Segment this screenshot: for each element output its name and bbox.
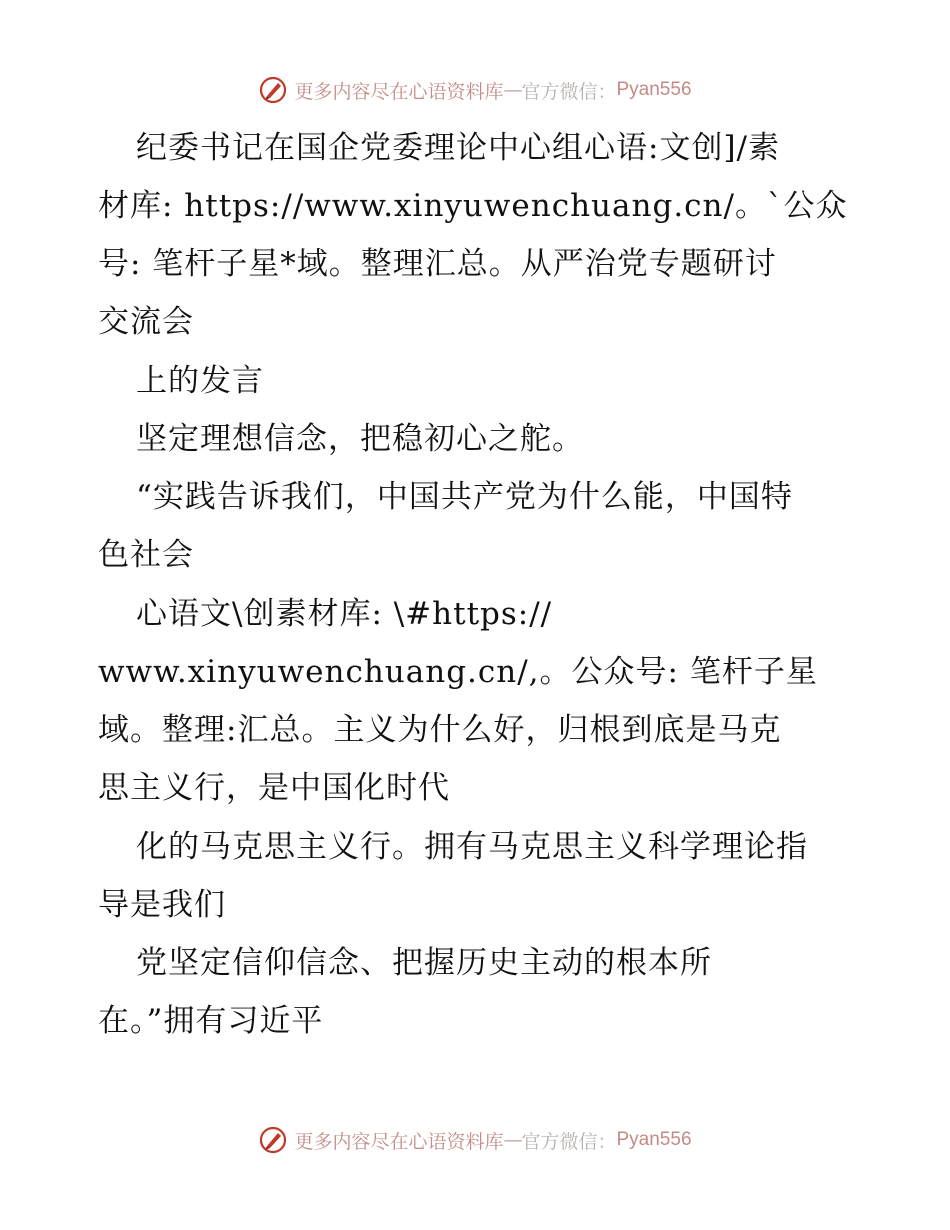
body-line: 导是我们 [98, 887, 226, 923]
header-wechat-label: 官方微信： [521, 80, 617, 103]
body-line: 化的马克思主义行。拥有马克思主义科学理论指 [136, 829, 808, 865]
body-line: 党坚定信仰信念、把握历史主动的根本所 [136, 945, 712, 981]
body-line: 上的发言 [136, 363, 264, 399]
pen-logo-icon [258, 1125, 288, 1155]
body-line: “实践告诉我们，中国共产党为什么能，中国特 [136, 479, 793, 515]
footer-separator: — [503, 1129, 522, 1151]
body-line: 坚定理想信念，把稳初心之舵。 [136, 421, 584, 457]
body-line: 交流会 [98, 304, 194, 340]
header-text: 更多内容尽在心语资料库 [294, 80, 504, 103]
body-line: www.xinyuwenchuang.cn/,。公众号: 笔杆子星 [98, 654, 818, 690]
body-line: 材库: https://www.xinyuwenchuang.cn/。`公众 [98, 188, 848, 224]
header-wechat-id: Pyan556 [616, 79, 692, 100]
body-line: 心语文\创素材库: \#https:// [136, 596, 553, 632]
body-line: 思主义行，是中国化时代 [98, 770, 450, 806]
body-line: 域。整理:汇总。主义为什么好，归根到底是马克 [98, 712, 782, 748]
footer-banner [0, 1120, 950, 1160]
body-line: 号: 笔杆子星*域。整理汇总。从严治党专题研讨 [98, 246, 777, 282]
footer-wechat-label: 官方微信： [521, 1130, 617, 1153]
footer-text: 更多内容尽在心语资料库 [294, 1130, 504, 1153]
body-line: 在。”拥有习近平 [98, 1003, 324, 1039]
header-separator: — [503, 79, 522, 101]
body-line: 纪委书记在国企党委理论中心组心语:文创]/素 [136, 130, 780, 166]
footer-wechat-id: Pyan556 [616, 1129, 692, 1150]
body-line: 色社会 [98, 537, 194, 573]
